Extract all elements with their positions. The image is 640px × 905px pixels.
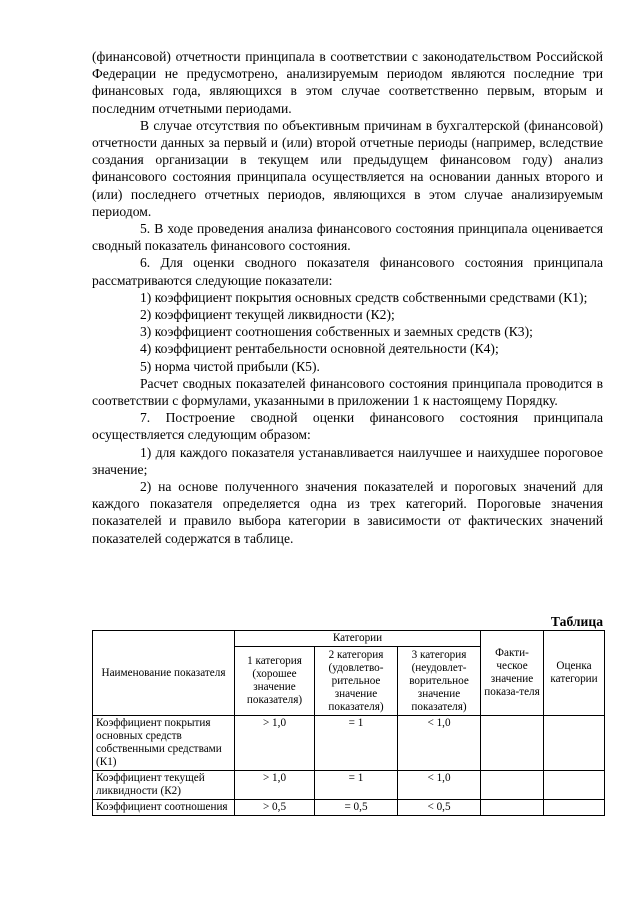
paragraph: Расчет сводных показателей финансового состояния принципала проводится в соответствии с формулами, указанными в приложении 1 к настоящему Порядку. xyxy=(92,375,603,409)
table-row xyxy=(93,716,605,771)
list-item: 5) норма чистой прибыли (К5). xyxy=(140,358,320,374)
header-actual: Факти-ческое значение показа-теля xyxy=(481,631,544,716)
categories-table xyxy=(92,630,605,816)
row-cat1: > 1,0 xyxy=(235,716,315,771)
header-categories: Категории xyxy=(235,631,481,647)
header-rating: Оценка категории xyxy=(544,631,605,716)
header-cat1: 1 категория (хорошее значение показателя) xyxy=(235,647,315,716)
list-item: 4) коэффициент рентабельности основной деятельности (К4); xyxy=(140,341,499,357)
table-row xyxy=(93,771,605,800)
row-cat1: > 1,0 xyxy=(235,771,315,800)
row-actual xyxy=(481,716,544,771)
document-body xyxy=(92,48,603,547)
row-cat2: = 0,5 xyxy=(315,800,398,816)
header-name: Наименование показателя xyxy=(93,631,235,716)
row-name: Коэффициент покрытия основных средств собственными средствами (К1) xyxy=(93,716,235,771)
header-cat2: 2 категория (удовлетво-рительное значение показателя) xyxy=(315,647,398,716)
row-actual xyxy=(481,771,544,800)
row-cat3: < 1,0 xyxy=(398,771,481,800)
row-name: Коэффициент текущей ликвидности (К2) xyxy=(93,771,235,800)
list-item: 1) для каждого показателя устанавливается наилучшее и наихудшее пороговое значение; xyxy=(92,444,603,477)
table-caption: Таблица xyxy=(550,614,603,629)
list-item: 2) на основе полученного значения показателей и пороговых значений для каждого показателя определяется одна из трех категорий. Пороговые значения показателей и правило выбора категории в зависимости от фактических значений показателей содержатся в таблице. xyxy=(92,479,603,546)
row-cat2: = 1 xyxy=(315,716,398,771)
paragraph: 5. В ходе проведения анализа финансового состояния принципала оценивается сводный показатель финансового состояния. xyxy=(92,221,603,254)
row-rating xyxy=(544,771,605,800)
list-item: 3) коэффициент соотношения собственных и заемных средств (К3); xyxy=(140,324,533,340)
table-header-row xyxy=(93,631,605,647)
list-item: 2) коэффициент текущей ликвидности (К2); xyxy=(140,307,395,323)
row-cat2: = 1 xyxy=(315,771,398,800)
row-rating xyxy=(544,800,605,816)
row-name: Коэффициент соотношения xyxy=(93,800,235,816)
paragraph: (финансовой) отчетности принципала в соответствии с законодательством Российской Федерации не предусмотрено, анализируемым периодом являются последние три финансовых года, являющихся в этом случае соответственно первым, вторым и последним отчетными периодами. xyxy=(92,49,603,116)
paragraph: 6. Для оценки сводного показателя финансового состояния принципала рассматриваются следующие показатели: xyxy=(92,255,603,288)
table-row xyxy=(93,800,605,816)
row-rating xyxy=(544,716,605,771)
row-cat3: < 0,5 xyxy=(398,800,481,816)
row-cat3: < 1,0 xyxy=(398,716,481,771)
list-item: 1) коэффициент покрытия основных средств собственными средствами (К1); xyxy=(140,289,588,305)
row-actual xyxy=(481,800,544,816)
paragraph: В случае отсутствия по объективным причинам в бухгалтерской (финансовой) отчетности данных за первый и (или) второй отчетные периоды (например, вследствие создания организации в текущем или предыдущем финансовом году) анализ финансового состояния принципала осуществляется на основании данных второго и (или) последнего отчетных периодов, являющихся в этом случае анализируемым периодом. xyxy=(92,117,603,219)
row-cat1: > 0,5 xyxy=(235,800,315,816)
header-cat3: 3 категория (неудовлет-ворительное значение показателя) xyxy=(398,647,481,716)
paragraph: 7. Построение сводной оценки финансового состояния принципала осуществляется следующим образом: xyxy=(92,410,603,443)
